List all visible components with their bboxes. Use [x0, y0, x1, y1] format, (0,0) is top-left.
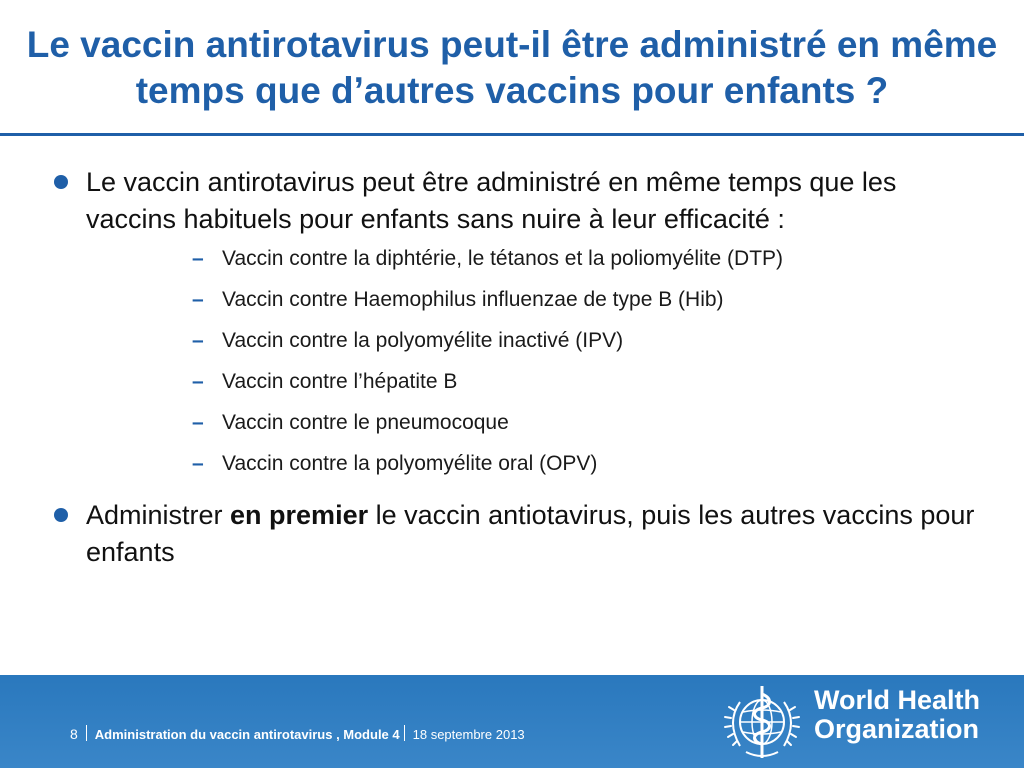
sub-item-text: Vaccin contre la diphtérie, le tétanos et la poliomyélite (DTP)	[222, 247, 784, 270]
dash-icon: –	[192, 411, 204, 434]
bullet-dot-icon	[54, 175, 68, 189]
bullet-text-bold: en premier	[230, 500, 369, 530]
title-divider	[0, 133, 1024, 136]
sub-item	[86, 369, 982, 395]
bullet-item	[52, 497, 982, 571]
sub-item-text: Vaccin contre la polyomyélite oral (OPV)	[222, 452, 598, 475]
page-number: 8	[70, 726, 78, 742]
bullet-text-before: Administrer	[86, 500, 231, 530]
footer-separator	[86, 725, 87, 741]
sub-item	[86, 451, 982, 477]
bullet-item	[52, 164, 982, 477]
sub-list	[86, 246, 982, 477]
footer-separator	[404, 725, 405, 741]
footer-info	[70, 723, 525, 742]
footer-date: 18 septembre 2013	[412, 727, 525, 742]
dash-icon: –	[192, 370, 204, 393]
org-name	[814, 686, 980, 744]
sub-item	[86, 410, 982, 436]
dash-icon: –	[192, 452, 204, 475]
sub-item-text: Vaccin contre l’hépatite B	[222, 370, 458, 393]
sub-item-text: Vaccin contre Haemophilus influenzae de type B (Hib)	[222, 288, 724, 311]
org-name-line2: Organization	[814, 714, 980, 744]
bullet-text: Le vaccin antirotavirus peut être administré en même temps que les vaccins habituels pour enfants sans nuire à leur efficacité :	[86, 167, 897, 234]
dash-icon: –	[192, 247, 204, 270]
sub-item-text: Vaccin contre le pneumocoque	[222, 411, 509, 434]
slide-title: Le vaccin antirotavirus peut-il être administré en même temps que d’autres vaccins pour enfants ?	[26, 24, 998, 111]
sub-item	[86, 328, 982, 354]
sub-item	[86, 287, 982, 313]
dash-icon: –	[192, 288, 204, 311]
slide-content	[52, 164, 982, 571]
sub-item-text: Vaccin contre la polyomyélite inactivé (IPV)	[222, 329, 624, 352]
who-emblem-icon	[720, 680, 804, 764]
course-name: Administration du vaccin antirotavirus , Module 4	[94, 727, 400, 742]
org-name-line1: World Health	[814, 685, 981, 715]
bullet-text-after: le vaccin antiotavirus, puis les autres vaccins pour enfants	[86, 500, 975, 567]
sub-item	[86, 246, 982, 272]
dash-icon: –	[192, 329, 204, 352]
bullet-dot-icon	[54, 508, 68, 522]
